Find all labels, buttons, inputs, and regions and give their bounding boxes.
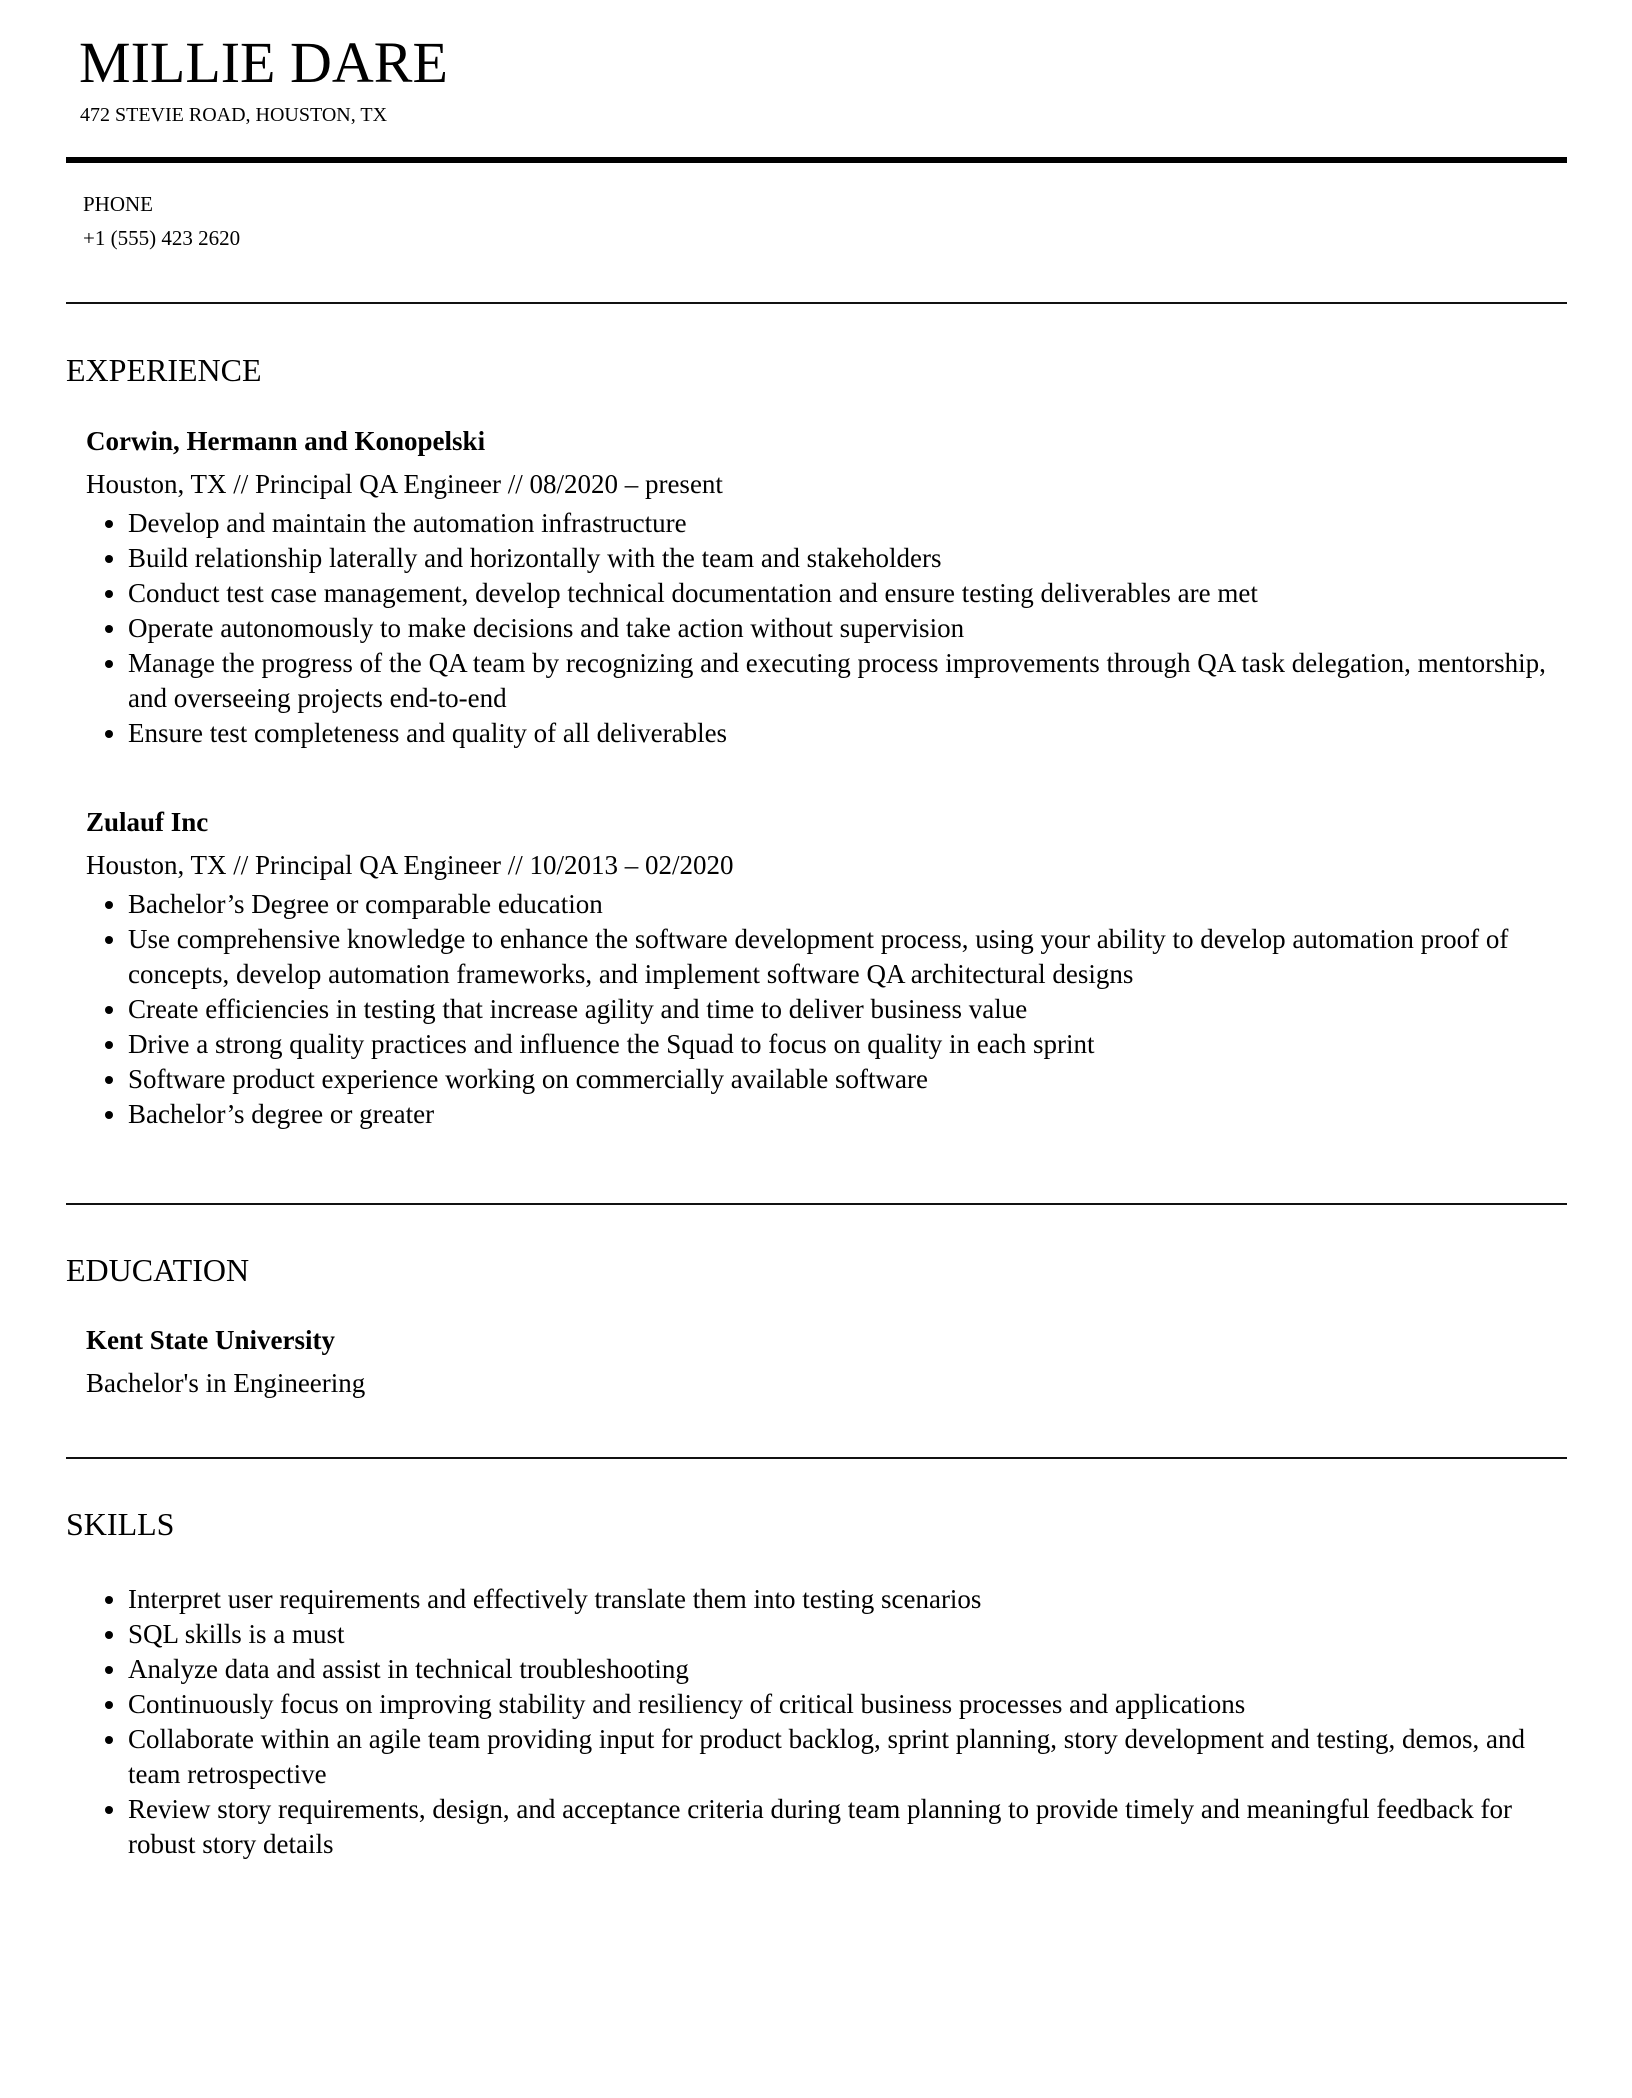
bullet-icon (105, 1041, 113, 1049)
job-entry (86, 801, 1566, 1132)
skill-text: Analyze data and assist in technical troubleshooting (128, 1654, 689, 1684)
education-degree: Bachelor's in Engineering (86, 1368, 366, 1398)
bullet-icon (105, 1006, 113, 1014)
education-school: Kent State University (86, 1325, 335, 1355)
bullet-icon (105, 1596, 113, 1604)
job-bullet-text: Develop and maintain the automation infrastructure (128, 508, 687, 538)
job-bullet (86, 887, 1552, 922)
job-bullet-text: Ensure test completeness and quality of all deliverables (128, 718, 728, 748)
section-divider (66, 1203, 1567, 1205)
job-bullet-text: Conduct test case management, develop technical documentation and ensure testing deliverables are met (128, 578, 1258, 608)
section-divider (66, 1457, 1567, 1459)
skill-item (86, 1582, 1552, 1617)
skill-item (86, 1722, 1552, 1792)
bullet-icon (105, 1736, 113, 1744)
job-bullet-text: Build relationship laterally and horizontally with the team and stakeholders (128, 543, 942, 573)
bullet-icon (105, 901, 113, 909)
bullet-icon (105, 1806, 113, 1814)
education-entry (86, 1319, 1566, 1405)
job-bullet-text: Bachelor’s degree or greater (128, 1099, 435, 1129)
bullet-icon (105, 660, 113, 668)
bullet-icon (105, 730, 113, 738)
skill-text: Collaborate within an agile team providing input for product backlog, sprint planning, story development and testing, demos, and team retrospective (128, 1724, 1525, 1789)
bullet-icon (105, 1631, 113, 1639)
bullet-icon (105, 520, 113, 528)
bullet-icon (105, 1666, 113, 1674)
job-bullet-list (86, 506, 1566, 751)
job-meta: Houston, TX // Principal QA Engineer // 10/2013 – 02/2020 (86, 850, 734, 880)
header-divider (66, 157, 1567, 163)
job-bullet-list (86, 887, 1566, 1132)
skill-item (86, 1792, 1552, 1862)
bullet-icon (105, 1701, 113, 1709)
skill-text: SQL skills is a must (128, 1619, 345, 1649)
candidate-address: 472 STEVIE ROAD, HOUSTON, TX (80, 104, 388, 126)
job-meta: Houston, TX // Principal QA Engineer // 08/2020 – present (86, 469, 723, 499)
job-bullet (86, 576, 1552, 611)
skill-text: Review story requirements, design, and acceptance criteria during team planning to provide timely and meaningful feedback for robust story details (128, 1794, 1513, 1859)
job-bullet (86, 1097, 1552, 1132)
job-bullet-text: Use comprehensive knowledge to enhance the software development process, using your ability to develop automation proof of concepts, develop automation frameworks, and implement software QA architectural designs (128, 924, 1509, 989)
skill-text: Interpret user requirements and effectively translate them into testing scenarios (128, 1584, 982, 1614)
phone-value: +1 (555) 423 2620 (83, 226, 241, 250)
skill-item (86, 1687, 1552, 1722)
skill-item (86, 1652, 1552, 1687)
section-title-education: EDUCATION (66, 1252, 250, 1288)
skill-text: Continuously focus on improving stability and resiliency of critical business processes and applications (128, 1689, 1246, 1719)
job-company: Corwin, Hermann and Konopelski (86, 426, 486, 456)
job-bullet (86, 992, 1552, 1027)
job-bullet (86, 646, 1552, 716)
job-bullet-text: Drive a strong quality practices and influence the Squad to focus on quality in each sprint (128, 1029, 1095, 1059)
job-bullet (86, 506, 1552, 541)
bullet-icon (105, 936, 113, 944)
job-bullet-text: Operate autonomously to make decisions and take action without supervision (128, 613, 965, 643)
bullet-icon (105, 555, 113, 563)
bullet-icon (105, 1076, 113, 1084)
job-bullet-text: Bachelor’s Degree or comparable education (128, 889, 603, 919)
bullet-icon (105, 625, 113, 633)
section-divider (66, 302, 1567, 304)
job-bullet-text: Manage the progress of the QA team by recognizing and executing process improvements through QA task delegation, mentorship, and overseeing projects end-to-end (128, 648, 1546, 713)
job-bullet (86, 716, 1552, 751)
job-bullet-text: Create efficiencies in testing that increase agility and time to deliver business value (128, 994, 1028, 1024)
skill-item (86, 1617, 1552, 1652)
section-title-skills: SKILLS (66, 1506, 175, 1542)
section-title-experience: EXPERIENCE (66, 352, 262, 388)
skills-list (86, 1582, 1566, 1862)
job-bullet (86, 922, 1552, 992)
job-bullet (86, 1027, 1552, 1062)
job-entry (86, 420, 1566, 751)
job-bullet (86, 541, 1552, 576)
bullet-icon (105, 590, 113, 598)
candidate-name: MILLIE DARE (79, 30, 448, 95)
phone-label: PHONE (83, 192, 154, 216)
bullet-icon (105, 1111, 113, 1119)
job-bullet (86, 1062, 1552, 1097)
job-company: Zulauf Inc (86, 807, 209, 837)
job-bullet (86, 611, 1552, 646)
job-bullet-text: Software product experience working on commercially available software (128, 1064, 928, 1094)
skills-entry (86, 1582, 1566, 1862)
